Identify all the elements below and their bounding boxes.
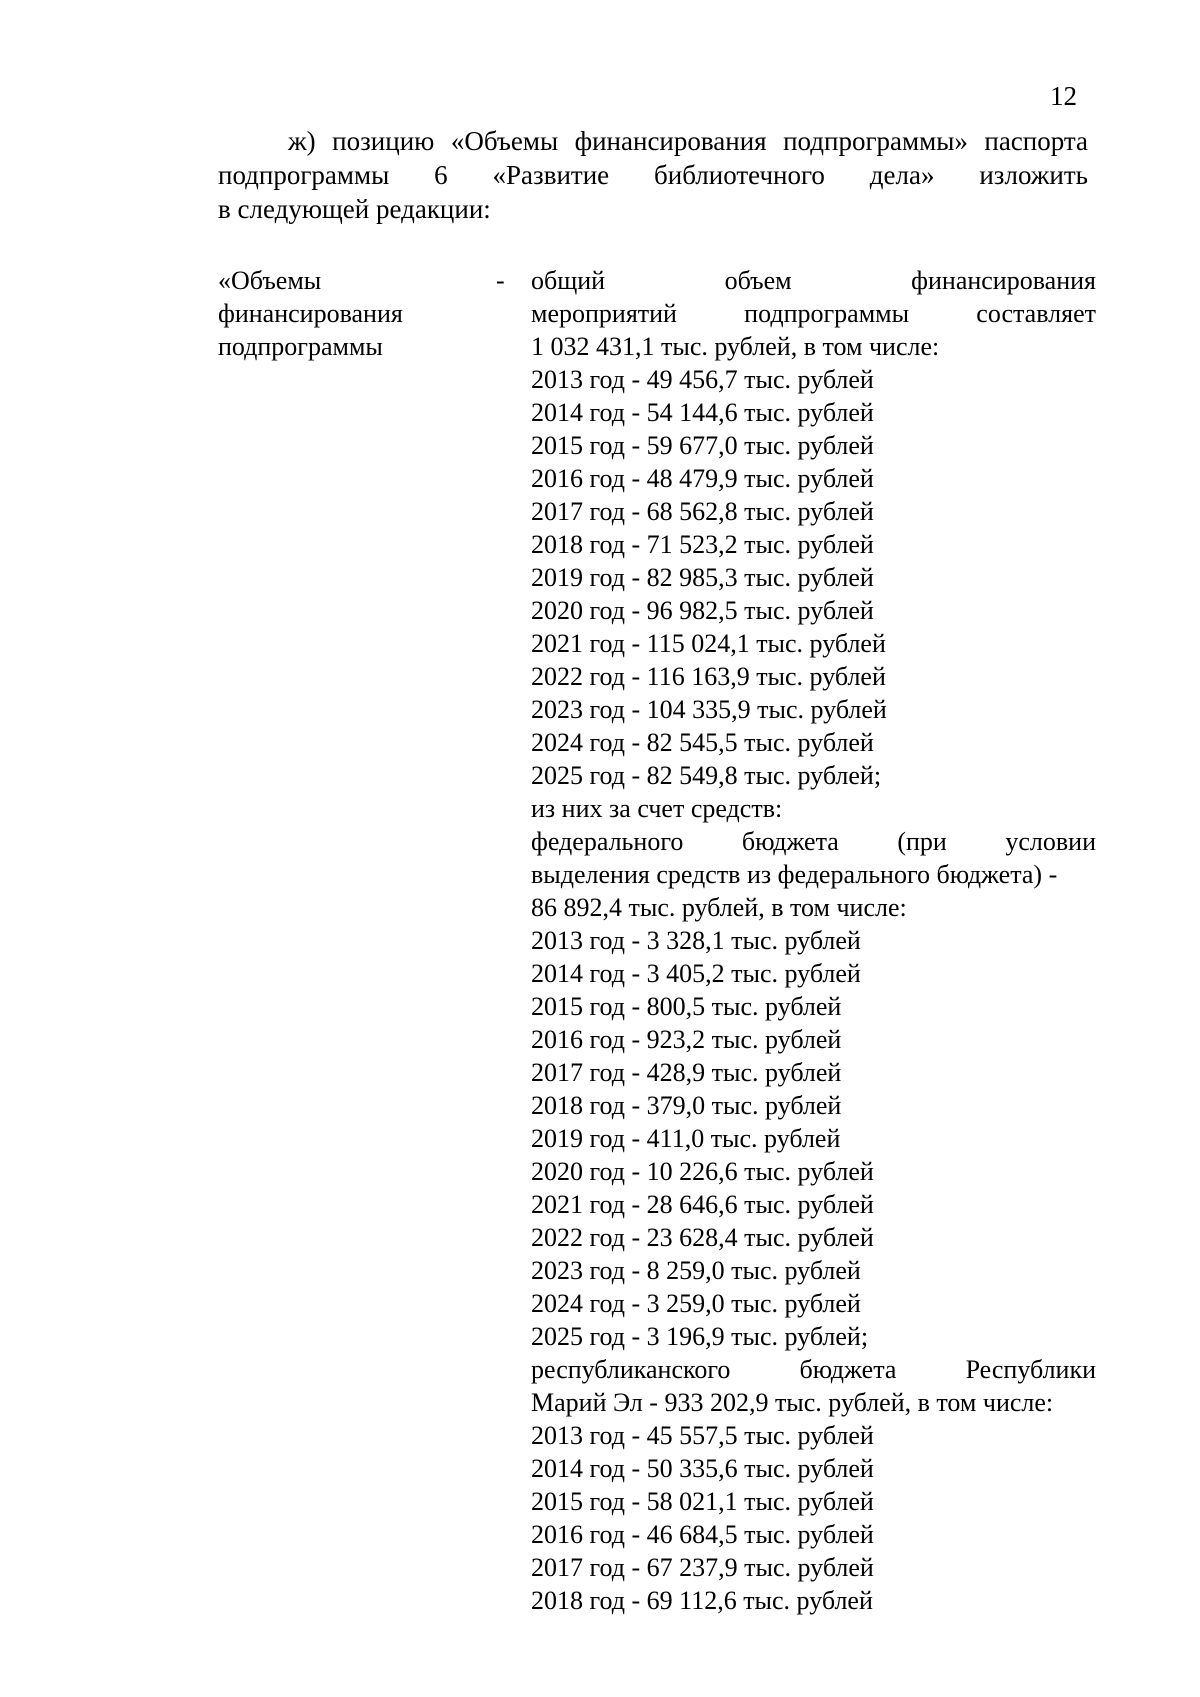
year-line: 2014 год - 54 144,6 тыс. рублей <box>531 398 874 427</box>
year-line: 2017 год - 67 237,9 тыс. рублей <box>531 1553 874 1582</box>
year-line: 2025 год - 3 196,9 тыс. рублей; <box>531 1322 869 1351</box>
year-line: 2015 год - 800,5 тыс. рублей <box>531 992 842 1021</box>
year-line: 2013 год - 3 328,1 тыс. рублей <box>531 926 861 955</box>
republic-line: Марий Эл - 933 202,9 тыс. рублей, в том числе: <box>531 1388 1054 1417</box>
year-line: 2018 год - 379,0 тыс. рублей <box>531 1091 842 1120</box>
year-line: 2013 год - 49 456,7 тыс. рублей <box>531 365 874 394</box>
year-line: 2016 год - 46 684,5 тыс. рублей <box>531 1520 874 1549</box>
total-line: мероприятий подпрограммы составляет <box>531 299 1096 328</box>
label-line: «Объемы <box>218 266 322 295</box>
year-line: 2019 год - 82 985,3 тыс. рублей <box>531 563 874 592</box>
intro-line: подпрограммы 6 «Развитие библиотечного дела» изложить <box>218 160 1088 190</box>
year-line: 2018 год - 71 523,2 тыс. рублей <box>531 530 874 559</box>
year-line: 2017 год - 68 562,8 тыс. рублей <box>531 497 874 526</box>
year-line: 2015 год - 59 677,0 тыс. рублей <box>531 431 874 460</box>
intro-paragraph <box>218 124 1088 226</box>
year-line: 2020 год - 10 226,6 тыс. рублей <box>531 1157 874 1186</box>
intro-line: ж) позицию «Объемы финансирования подпрограммы» паспорта <box>288 126 1088 156</box>
page-number: 12 <box>1050 81 1077 111</box>
year-line: 2014 год - 3 405,2 тыс. рублей <box>531 959 861 988</box>
intro-line: в следующей редакции: <box>218 194 491 224</box>
federal-line: выделения средств из федерального бюджета) - <box>531 860 1058 889</box>
separator-dash: - <box>496 266 505 295</box>
republic-line: республиканского бюджета Республики <box>531 1355 1096 1384</box>
year-line: 2023 год - 104 335,9 тыс. рублей <box>531 695 887 724</box>
year-line: 2016 год - 923,2 тыс. рублей <box>531 1025 842 1054</box>
year-line: 2013 год - 45 557,5 тыс. рублей <box>531 1421 874 1450</box>
year-line: 2024 год - 82 545,5 тыс. рублей <box>531 728 874 757</box>
year-line: 2016 год - 48 479,9 тыс. рублей <box>531 464 874 493</box>
year-line: 2022 год - 23 628,4 тыс. рублей <box>531 1223 874 1252</box>
year-line: 2019 год - 411,0 тыс. рублей <box>531 1124 841 1153</box>
total-line: общий объем финансирования <box>531 266 1096 295</box>
label-line: финансирования <box>218 299 403 328</box>
position-label <box>218 264 478 363</box>
label-line: подпрограммы <box>218 332 383 361</box>
year-line: 2018 год - 69 112,6 тыс. рублей <box>531 1586 873 1615</box>
year-line: 2017 год - 428,9 тыс. рублей <box>531 1058 842 1087</box>
federal-line: федерального бюджета (при условии <box>531 827 1096 856</box>
financing-content <box>531 264 1096 1617</box>
year-line: 2020 год - 96 982,5 тыс. рублей <box>531 596 874 625</box>
year-line: 2025 год - 82 549,8 тыс. рублей; <box>531 761 882 790</box>
sources-heading: из них за счет средств: <box>531 794 783 823</box>
year-line: 2023 год - 8 259,0 тыс. рублей <box>531 1256 861 1285</box>
year-line: 2024 год - 3 259,0 тыс. рублей <box>531 1289 861 1318</box>
year-line: 2021 год - 115 024,1 тыс. рублей <box>531 629 886 658</box>
federal-line: 86 892,4 тыс. рублей, в том числе: <box>531 893 907 922</box>
year-line: 2014 год - 50 335,6 тыс. рублей <box>531 1454 874 1483</box>
year-line: 2015 год - 58 021,1 тыс. рублей <box>531 1487 874 1516</box>
year-line: 2022 год - 116 163,9 тыс. рублей <box>531 662 886 691</box>
total-line: 1 032 431,1 тыс. рублей, в том числе: <box>531 332 940 361</box>
year-line: 2021 год - 28 646,6 тыс. рублей <box>531 1190 874 1219</box>
